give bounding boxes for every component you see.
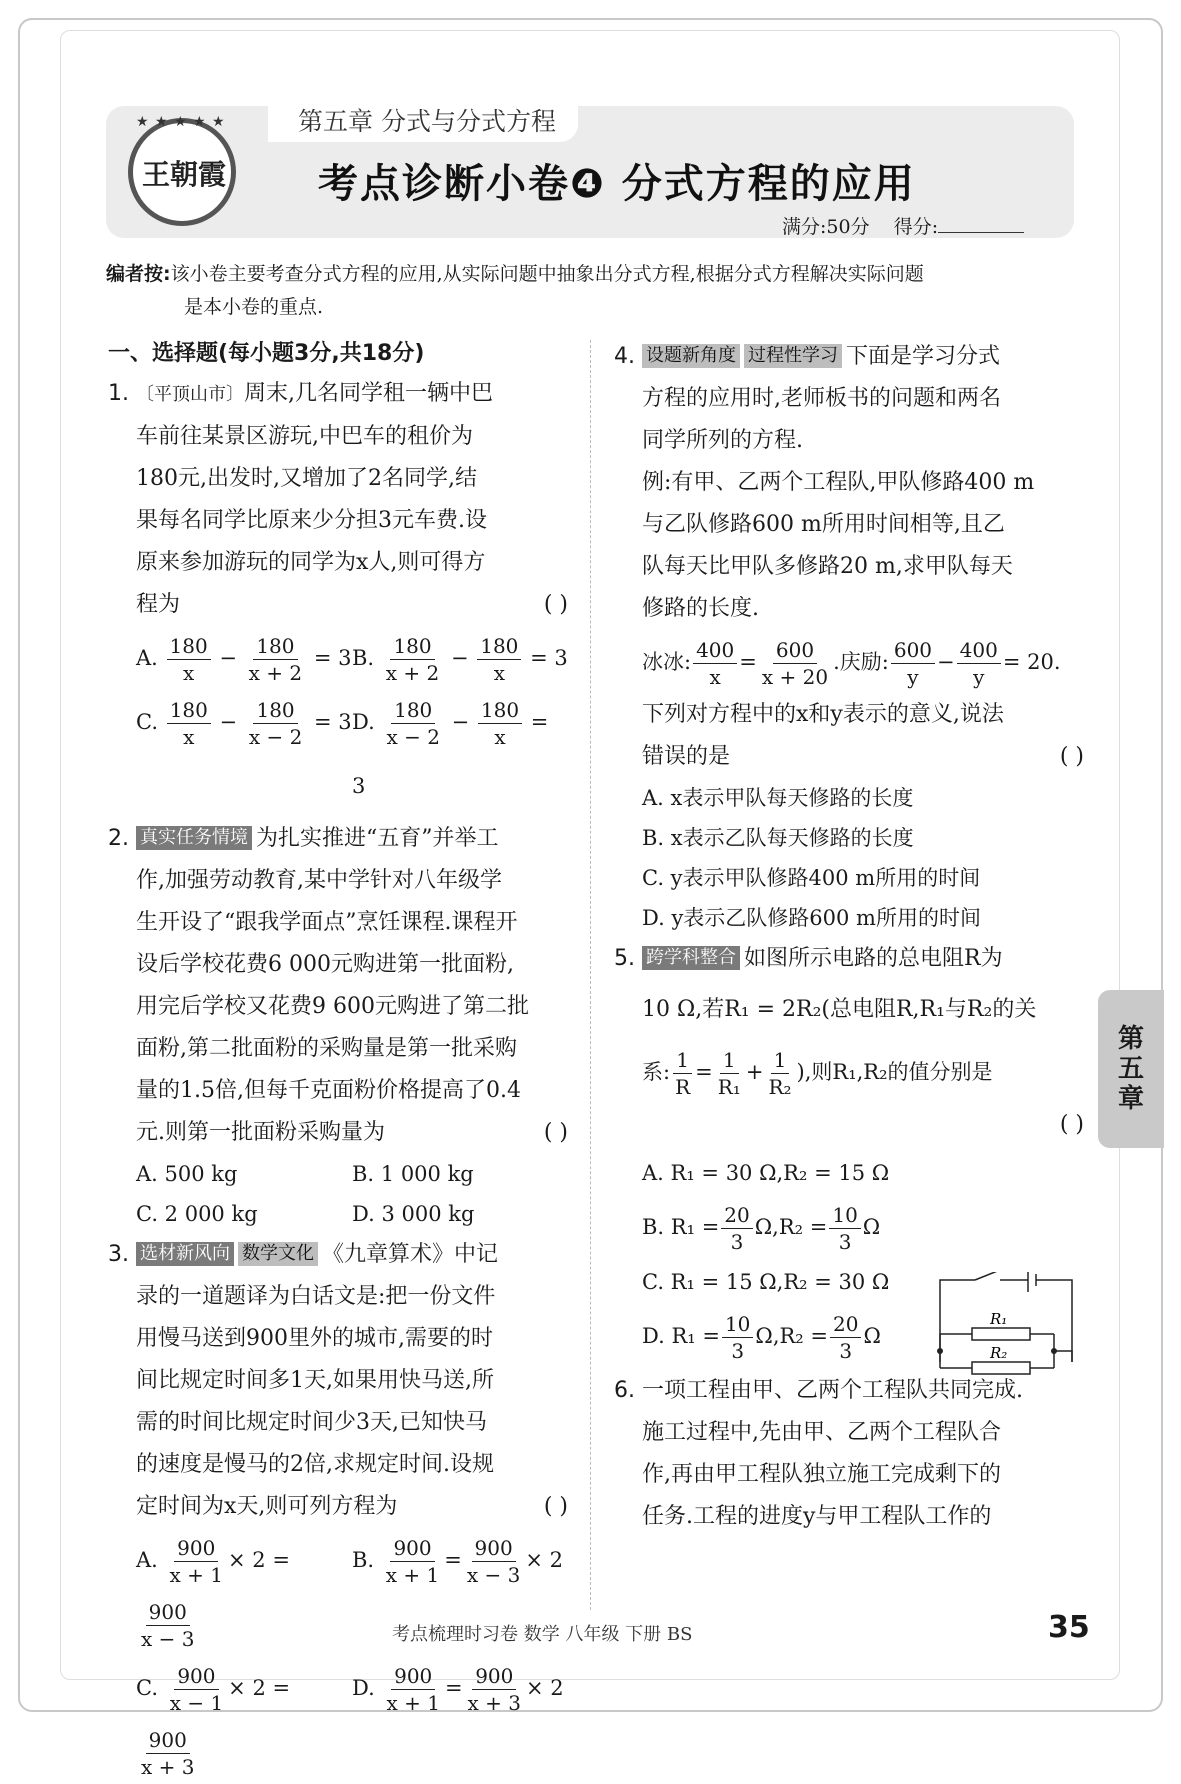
option-b[interactable]: B. $\frac{900}{x + 1}$ = $\frac{900}{x - 3}$ × 2	[352, 1536, 564, 1587]
question-text: 用慢马送到900里外的城市,需要的时	[136, 1326, 493, 1351]
question-tag: 数学文化	[238, 1242, 318, 1266]
options	[136, 1154, 568, 1234]
question-text: 队每天比甲队多修路20 m,求甲队每天	[642, 554, 1013, 579]
question-number: 1.	[108, 381, 129, 406]
question-3	[108, 1234, 568, 1784]
option-d[interactable]: D. 3 000 kg	[352, 1202, 475, 1226]
question-text: 作,加强劳动教育,某中学针对八年级学	[136, 868, 502, 893]
question-tag: 设题新角度	[642, 344, 740, 368]
question-number: 5.	[614, 946, 635, 971]
logo-text: 王朝霞	[142, 158, 227, 191]
node-left	[937, 1348, 943, 1354]
question-text: 果每名同学比原来少分担3元车费.设	[136, 508, 487, 533]
question-number: 6.	[614, 1378, 635, 1403]
question-text: 一项工程由甲、乙两个工程队共同完成.	[642, 1378, 1023, 1403]
option-a[interactable]: A. $\frac{180}{x}$ − $\frac{180}{x + 2}$ = 3	[136, 634, 352, 685]
options	[136, 626, 568, 818]
answer-bracket[interactable]: ( )	[1059, 744, 1084, 769]
option-b[interactable]: B. R₁ = $\frac{20}{3}$ Ω,R₂ = $\frac{10}{3}$ Ω	[642, 1203, 881, 1254]
question-text: 周末,几名同学租一辆中巴	[244, 381, 493, 406]
editor-note	[106, 258, 1086, 324]
side-tab-char: 五	[1117, 1054, 1144, 1084]
question-text: 间比规定时间多1天,如果用快马送,所	[136, 1368, 494, 1393]
option-b[interactable]: B. x表示乙队每天修路的长度	[642, 826, 914, 850]
option-c[interactable]: C. y表示甲队修路400 m所用的时间	[642, 866, 981, 890]
section-title: 一、选择题(每小题3分,共18分)	[108, 341, 425, 366]
answer-bracket[interactable]: ( )	[543, 1494, 568, 1519]
page-title: 考点诊断小卷❹ 分式方程的应用	[318, 161, 916, 207]
answer-bracket[interactable]: ( )	[1059, 1112, 1084, 1137]
question-text: 定时间为x天,则可列方程为	[136, 1494, 398, 1519]
question-text: 施工过程中,先由甲、乙两个工程队合	[642, 1420, 1001, 1445]
circuit-wire-left	[940, 1280, 975, 1362]
question-text: 同学所列的方程.	[642, 428, 803, 453]
question-4	[614, 336, 1084, 938]
question-source: 〔平顶山市〕	[136, 384, 244, 405]
question-text: 录的一道题译为白话文是:把一份文件	[136, 1284, 496, 1309]
left-column	[108, 336, 568, 1784]
score-blank[interactable]	[938, 232, 1024, 233]
option-d[interactable]: D. R₁ = $\frac{10}{3}$ Ω,R₂ = $\frac{20}{3}$ Ω	[642, 1312, 881, 1363]
answer-bracket[interactable]: ( )	[543, 592, 568, 617]
question-text: 错误的是	[642, 744, 731, 769]
page-number: 35	[1048, 1610, 1090, 1645]
option-a[interactable]: A. $\frac{900}{x + 1}$ × 2 = $\frac{900}{x - 3}$	[136, 1536, 290, 1651]
question-text: 方程的应用时,老师板书的问题和两名	[642, 386, 1001, 411]
option-a[interactable]: A. R₁ = 30 Ω,R₂ = 15 Ω	[642, 1161, 890, 1185]
question-tag: 跨学科整合	[642, 946, 740, 970]
answer-bracket[interactable]: ( )	[543, 1120, 568, 1145]
option-c[interactable]: C. 2 000 kg	[136, 1202, 258, 1226]
question-text: 元.则第一批面粉采购量为	[136, 1120, 385, 1145]
option-c[interactable]: C. R₁ = 15 Ω,R₂ = 30 Ω	[642, 1270, 890, 1294]
question-text: 《九章算术》中记	[322, 1242, 499, 1267]
question-text: 如图所示电路的总电阻R为	[744, 946, 1003, 971]
side-tab-char: 章	[1117, 1084, 1144, 1114]
column-divider	[590, 340, 591, 1610]
question-text: 修路的长度.	[642, 596, 759, 621]
side-tab-char: 第	[1117, 1024, 1144, 1054]
question-text: 例:有甲、乙两个工程队,甲队修路400 m	[642, 470, 1035, 495]
question-text: 量的1.5倍,但每千克面粉价格提高了0.4	[136, 1078, 521, 1103]
question-text: 设后学校花费6 000元购进第一批面粉,	[136, 952, 514, 977]
switch-icon	[975, 1272, 1000, 1280]
question-number: 3.	[108, 1242, 129, 1267]
editor-note-text-cont: 是本小卷的重点.	[184, 296, 324, 318]
option-c[interactable]: C. $\frac{180}{x}$ − $\frac{180}{x - 2}$ = 3	[136, 698, 352, 749]
editor-note-label: 编者按:	[106, 263, 171, 285]
node-right	[1051, 1348, 1057, 1354]
question-text: 为扎实推进“五育”并举工	[256, 826, 499, 851]
question-text: 的速度是慢马的2倍,求规定时间.设规	[136, 1452, 494, 1477]
question-2	[108, 818, 568, 1234]
chapter-title: 第五章 分式与分式方程	[298, 107, 556, 136]
question-tag: 真实任务情境	[136, 826, 252, 850]
question-text: 10 Ω,若R₁ = 2R₂(总电阻R,R₁与R₂的关	[642, 997, 1037, 1022]
question-text: 面粉,第二批面粉的采购量是第一批采购	[136, 1036, 517, 1061]
chapter-side-tab[interactable]	[1098, 990, 1164, 1148]
question-text: 下列对方程中的x和y表示的意义,说法	[642, 702, 1004, 727]
option-c[interactable]: C. $\frac{900}{x - 1}$ × 2 = $\frac{900}{x + 3}$	[136, 1664, 291, 1779]
label-r1: R₁	[990, 1310, 1008, 1328]
question-1	[108, 373, 568, 818]
logo-stars: ★ ★ ★ ★ ★	[136, 114, 226, 130]
question-text: 用完后学校又花费9 600元购进了第二批	[136, 994, 529, 1019]
score-label: 得分:	[893, 216, 939, 238]
options	[136, 1528, 568, 1784]
option-d[interactable]: D. $\frac{900}{x + 1}$ = $\frac{900}{x + 3}$ × 2	[352, 1664, 564, 1715]
question-tag: 选材新风向	[136, 1242, 234, 1266]
question-text: 生开设了“跟我学面点”烹饪课程.课程开	[136, 910, 518, 935]
question-tag: 过程性学习	[744, 344, 842, 368]
question-text: 与乙队修路600 m所用时间相等,且乙	[642, 512, 1005, 537]
footer-text: 考点梳理时习卷 数学 八年级 下册 BS	[392, 1624, 693, 1645]
question-text: 180元,出发时,又增加了2名同学,结	[136, 466, 477, 491]
student-equations: 冰冰: $\frac{400}{x}$ = $\frac{600}{x + 20}$ .庆励: $\frac{600}{y}$ − $\frac{400}{y}$ = 20.	[642, 638, 1061, 689]
question-text: 作,再由甲工程队独立施工完成剩下的	[642, 1462, 1001, 1487]
label-r2: R₂	[990, 1344, 1008, 1362]
option-a[interactable]: A. 500 kg	[136, 1162, 238, 1186]
resistor-r1	[972, 1328, 1030, 1340]
editor-note-text: 该小卷主要考查分式方程的应用,从实际问题中抽象出分式方程,根据分式方程解决实际问题	[170, 263, 924, 285]
options	[642, 778, 1084, 938]
circuit-diagram	[920, 1272, 1080, 1402]
resistor-r2	[972, 1362, 1030, 1374]
option-b[interactable]: B. 1 000 kg	[352, 1162, 474, 1186]
option-a[interactable]: A. x表示甲队每天修路的长度	[642, 786, 914, 810]
question-number: 2.	[108, 826, 129, 851]
formula-line: 系: $\frac{1}{R}$ = $\frac{1}{\text{R₁}}$ + $\frac{1}{\text{R₂}}$ ),则R₁,R₂的值分别是	[642, 1048, 993, 1099]
option-b[interactable]: B. $\frac{180}{x + 2}$ − $\frac{180}{x}$ = 3	[352, 634, 568, 685]
question-number: 4.	[614, 344, 635, 369]
option-d[interactable]: D. y表示乙队修路600 m所用的时间	[642, 906, 981, 930]
question-text: 程为	[136, 592, 181, 617]
question-text: 任务.工程的进度y与甲工程队工作的	[642, 1504, 992, 1529]
question-text: 下面是学习分式	[846, 344, 1001, 369]
option-d[interactable]: D. $\frac{180}{x - 2}$ − $\frac{180}{x}$ = 3	[352, 698, 549, 798]
full-score: 满分:50分	[782, 216, 870, 238]
score-line	[782, 212, 1024, 239]
question-text: 车前往某景区游玩,中巴车的租价为	[136, 424, 473, 449]
question-text: 需的时间比规定时间少3天,已知快马	[136, 1410, 487, 1435]
question-text: 原来参加游玩的同学为x人,则可得方	[136, 550, 486, 575]
